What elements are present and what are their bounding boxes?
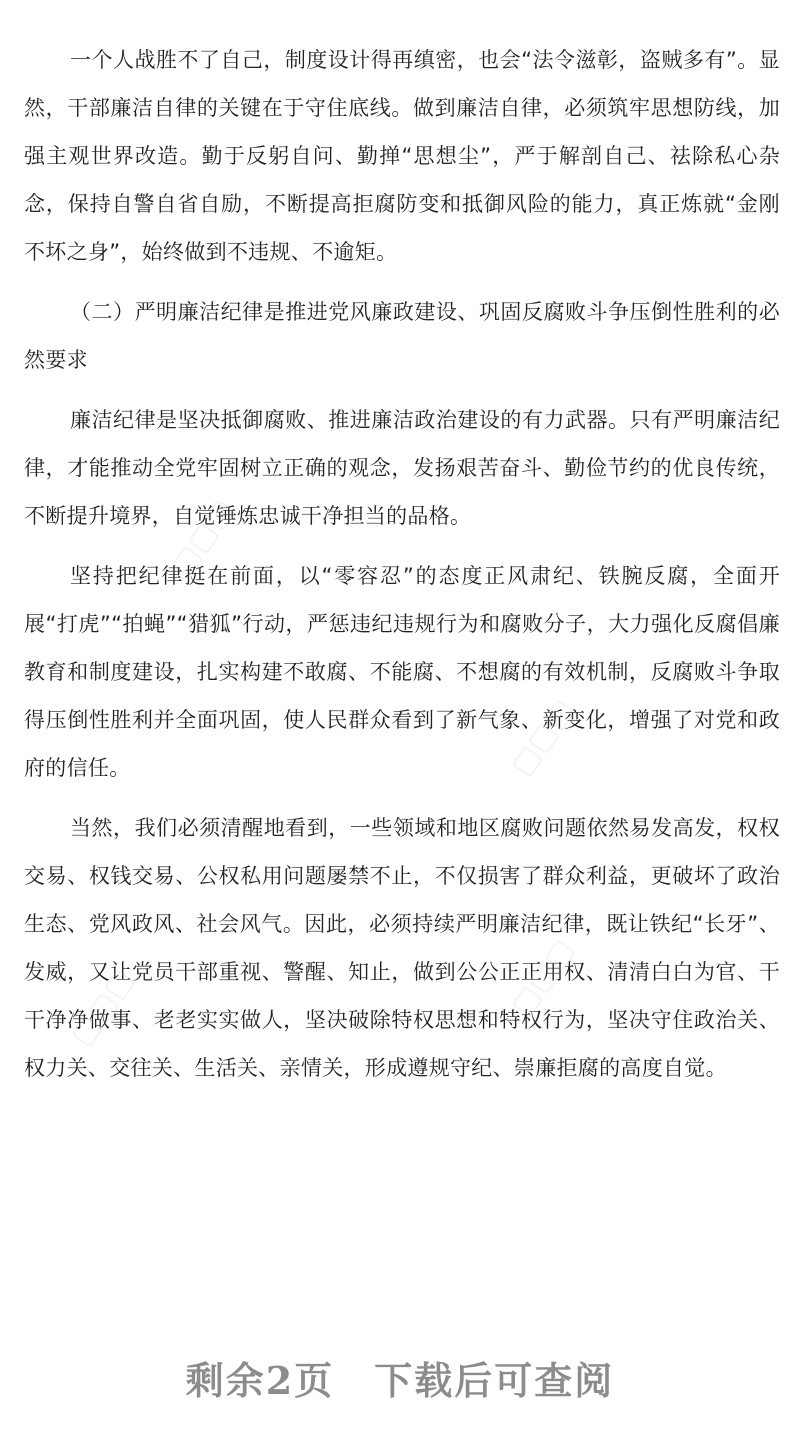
watermark-logo: ▢▢▢ <box>503 932 582 1023</box>
document-body <box>24 36 780 1104</box>
paragraph-3: 坚持把纪律挺在前面，以“零容忍”的态度正风肃纪、铁腕反腐，全面开展“打虎”“拍蝇”“猎狐”行动，严惩违纪违规行为和腐败分子，大力强化反腐倡廉教育和制度建设，扎实构建不敢腐、不能腐、不想腐的有效机制，反腐败斗争取得压倒性胜利并全面巩固，使人民群众看到了新气象、新变化，增强了对党和政府的信任。 <box>24 564 780 780</box>
remaining-pages-label: 剩余2页 <box>185 1358 335 1403</box>
watermark-logo: ▢▢▢ <box>503 692 582 783</box>
paragraph-4: 当然，我们必须清醒地看到，一些领域和地区腐败问题依然易发高发，权权交易、权钱交易、公权私用问题屡禁不止，不仅损害了群众利益，更破坏了政治生态、党风政风、社会风气。因此，必须持续严明廉洁纪律，既让铁纪“长牙”、发威，又让党员干部重视、警醒、知止，做到公公正正用权、清清白白为官、干干净净做事、老老实实做人，坚决破除特权思想和特权行为，坚决守住政治关、权力关、交往关、生活关、亲情关，形成遵规守纪、崇廉拒腐的高度自觉。 <box>24 816 780 1080</box>
paragraph-1: 一个人战胜不了自己，制度设计得再缜密，也会“法令滋彰，盗贼多有”。显然，干部廉洁自律的关键在于守住底线。做到廉洁自律，必须筑牢思想防线，加强主观世界改造。勤于反躬自问、勤掸“思想尘”，严于解剖自己、祛除私心杂念，保持自警自省自励，不断提高拒腐防变和抵御风险的能力，真正炼就“金刚不坏之身”，始终做到不违规、不逾矩。 <box>24 48 780 264</box>
section-heading: （二）严明廉洁纪律是推进党风廉政建设、巩固反腐败斗争压倒性胜利的必然要求 <box>24 300 780 372</box>
watermark-logo: ▢▢▢ <box>163 492 242 583</box>
download-hint-label: 下载后可查阅 <box>374 1358 615 1403</box>
watermark-logo: ▢▢▢ <box>63 962 142 1053</box>
paragraph-2: 廉洁纪律是坚决抵御腐败、推进廉洁政治建设的有力武器。只有严明廉洁纪律，才能推动全党牢固树立正确的观念，发扬艰苦奋斗、勤俭节约的优良传统，不断提升境界，自觉锤炼忠诚干净担当的品格。 <box>24 408 780 528</box>
download-prompt[interactable] <box>0 1350 800 1405</box>
